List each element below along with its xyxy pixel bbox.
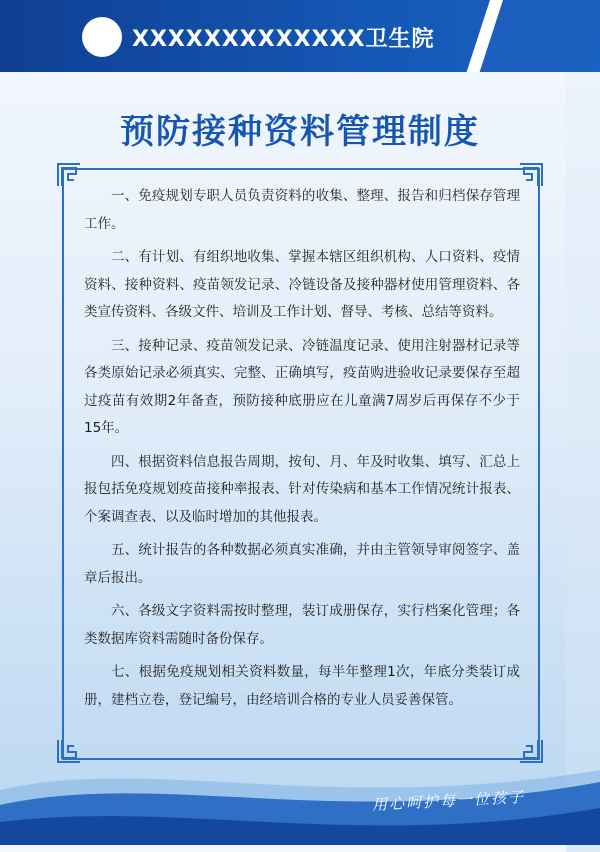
background-stripe (566, 72, 600, 852)
regulation-item: 五、统计报告的各种数据必须真实准确，并由主管领导审阅签字、盖章后报出。 (84, 542, 520, 586)
regulation-content (84, 183, 520, 720)
page-title: 预防接种资料管理制度 (120, 112, 480, 152)
logo-circle (82, 17, 122, 57)
regulation-item: 一、免疫规划专职人员负责资料的收集、整理、报告和归档保存管理工作。 (84, 188, 520, 232)
frame-corner-ornament (518, 162, 544, 188)
regulation-item: 六、各级文字资料需按时整理，装订成册保存，实行档案化管理；各类数据库资料需随时备份保存。 (84, 603, 520, 647)
regulation-item: 七、根据免疫规划相关资料数量，每半年整理1次，年底分类装订成册，建档立卷，登记编号，由经培训合格的专业人员妥善保管。 (84, 664, 520, 708)
regulation-item: 二、有计划、有组织地收集、掌握本辖区组织机构、人口资料、疫情资料、接种资料、疫苗领发记录、冷链设备及接种器材使用管理资料、各类宣传资料、各级文件、培训及工作计划、督导、考核、总结等资料。 (84, 249, 520, 320)
regulation-item: 四、根据资料信息报告周期，按旬、月、年及时收集、填写、汇总上报包括免疫规划疫苗接种率报表、针对传染病和基本工作情况统计报表、个案调查表、以及临时增加的其他报表。 (84, 453, 520, 525)
frame-corner-ornament (56, 162, 82, 188)
hospital-name: XXXXXXXXXXXXX卫生院 (132, 27, 435, 52)
slogan: 用心呵护每一位孩子 (371, 788, 526, 814)
regulation-item: 三、接种记录、疫苗领发记录、冷链温度记录、使用注射器材记录等各类原始记录必须真实、完整、正确填写，疫苗购进验收记录要保存至超过疫苗有效期2年备查，预防接种底册应在儿童满7周岁后再保存不少于15年。 (84, 337, 520, 436)
